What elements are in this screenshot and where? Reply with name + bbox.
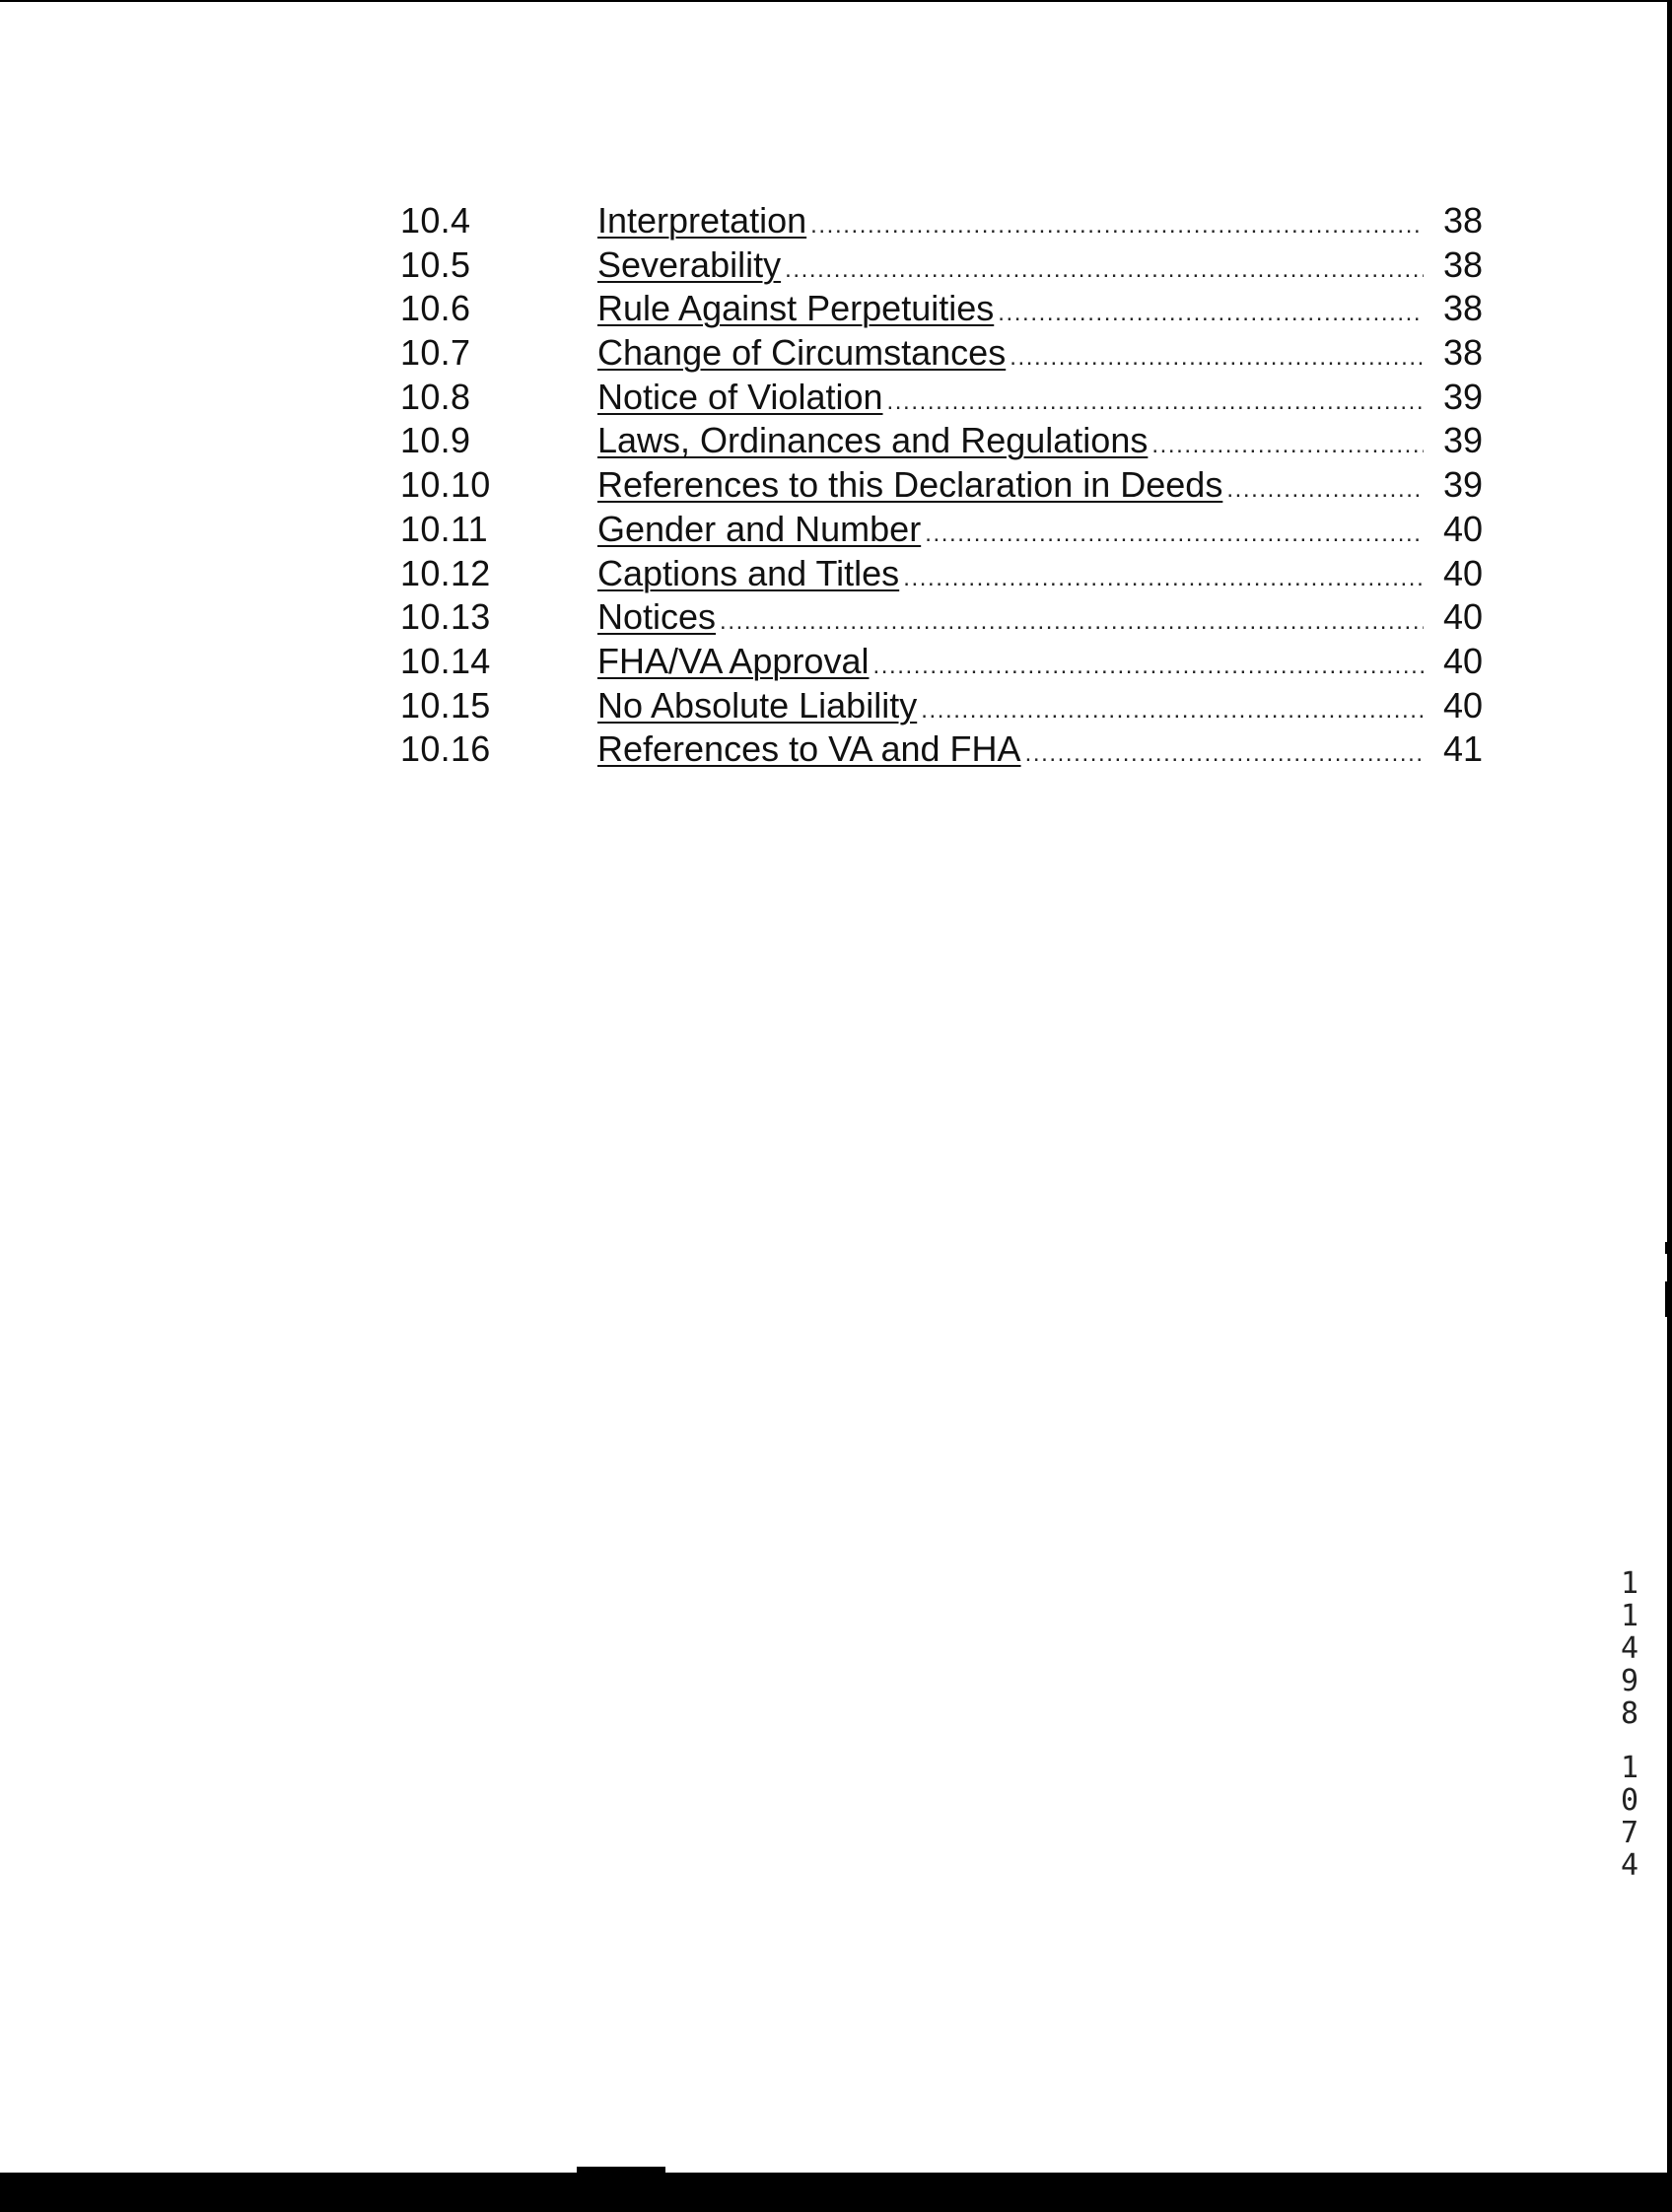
toc-entry — [400, 244, 1483, 289]
page-number: 40 — [1442, 640, 1483, 681]
scan-edge-mark — [1665, 1242, 1672, 1254]
page-number: 39 — [1442, 376, 1483, 417]
section-number: 10.11 — [400, 508, 488, 549]
section-number: 10.5 — [400, 243, 471, 285]
toc-entry — [400, 596, 1483, 641]
toc-entry — [400, 288, 1483, 332]
section-title-container — [597, 685, 1431, 726]
toc-entry — [400, 553, 1483, 597]
section-title-container — [597, 420, 1431, 461]
scan-speck — [577, 2167, 665, 2173]
section-number: 10.8 — [400, 376, 471, 417]
stamp-gap — [1615, 1730, 1644, 1752]
stamp-digit: 4 — [1620, 1848, 1639, 1883]
dot-leader — [872, 653, 1424, 680]
table-of-contents — [400, 200, 1483, 773]
section-title-container — [597, 641, 1431, 682]
section-title-container — [597, 200, 1431, 242]
section-title: Severability — [597, 243, 782, 285]
section-title-container — [597, 244, 1431, 286]
page-number: 38 — [1442, 243, 1483, 285]
section-number: 10.4 — [400, 200, 471, 241]
page-number: 38 — [1442, 288, 1483, 329]
section-title-container — [597, 332, 1431, 374]
section-number: 10.9 — [400, 420, 471, 461]
stamp-digit: 1 — [1620, 1566, 1639, 1601]
section-title-container — [597, 596, 1431, 638]
dot-leader — [785, 256, 1424, 284]
stamp-digit: 7 — [1620, 1816, 1639, 1850]
toc-entry — [400, 728, 1483, 773]
dot-leader — [1151, 432, 1424, 459]
section-title: Laws, Ordinances and Regulations — [597, 420, 1149, 461]
section-number: 10.10 — [400, 464, 491, 506]
section-number: 10.14 — [400, 640, 491, 681]
section-title-container — [597, 509, 1431, 550]
section-title-container — [597, 464, 1431, 506]
section-title-container — [597, 377, 1431, 418]
section-title: Notice of Violation — [597, 376, 883, 417]
page-number: 38 — [1442, 200, 1483, 241]
section-title: FHA/VA Approval — [597, 640, 870, 681]
dot-leader — [998, 300, 1424, 327]
stamp-digit: 8 — [1620, 1696, 1639, 1731]
page-number: 40 — [1442, 596, 1483, 638]
page-number: 39 — [1442, 464, 1483, 506]
section-title: Notices — [597, 596, 717, 638]
page-number: 39 — [1442, 420, 1483, 461]
dot-leader — [810, 212, 1424, 240]
stamp-digit: 4 — [1620, 1631, 1639, 1666]
section-number: 10.13 — [400, 596, 491, 638]
toc-entry — [400, 641, 1483, 685]
page-number: 40 — [1442, 552, 1483, 593]
page-number: 40 — [1442, 508, 1483, 549]
dot-leader — [903, 565, 1424, 592]
toc-entry — [400, 420, 1483, 464]
section-title-container — [597, 553, 1431, 594]
dot-leader — [887, 388, 1424, 416]
toc-entry — [400, 200, 1483, 244]
stamp-digit: 1 — [1620, 1599, 1639, 1633]
section-title-container — [597, 288, 1431, 329]
toc-entry — [400, 377, 1483, 421]
section-title: Rule Against Perpetuities — [597, 288, 995, 329]
section-number: 10.16 — [400, 728, 491, 770]
dot-leader — [1226, 476, 1424, 504]
toc-entry — [400, 332, 1483, 377]
dot-leader — [1010, 344, 1424, 372]
section-number: 10.6 — [400, 288, 471, 329]
stamp-digit: 1 — [1620, 1751, 1639, 1785]
toc-entry — [400, 509, 1483, 553]
toc-entry — [400, 685, 1483, 729]
section-number: 10.7 — [400, 332, 471, 374]
section-number: 10.12 — [400, 552, 491, 593]
section-title: Gender and Number — [597, 508, 922, 549]
section-number: 10.15 — [400, 684, 491, 726]
section-title: References to this Declaration in Deeds — [597, 464, 1223, 506]
section-title-container — [597, 728, 1431, 770]
section-title: Interpretation — [597, 200, 807, 241]
dot-leader — [720, 608, 1424, 636]
document-stamp-number — [1615, 1567, 1644, 1882]
dot-leader — [921, 697, 1424, 725]
scan-edge-mark — [1665, 1281, 1672, 1317]
section-title: No Absolute Liability — [597, 684, 918, 726]
page-number: 40 — [1442, 684, 1483, 726]
stamp-digit: 0 — [1620, 1783, 1639, 1818]
section-title: Captions and Titles — [597, 552, 900, 593]
page-number: 41 — [1442, 728, 1483, 770]
dot-leader — [925, 520, 1424, 548]
section-title: Change of Circumstances — [597, 332, 1007, 374]
section-title: References to VA and FHA — [597, 728, 1021, 770]
dot-leader — [1025, 740, 1424, 768]
page-number: 38 — [1442, 332, 1483, 374]
stamp-digit: 9 — [1620, 1664, 1639, 1698]
toc-entry — [400, 464, 1483, 509]
